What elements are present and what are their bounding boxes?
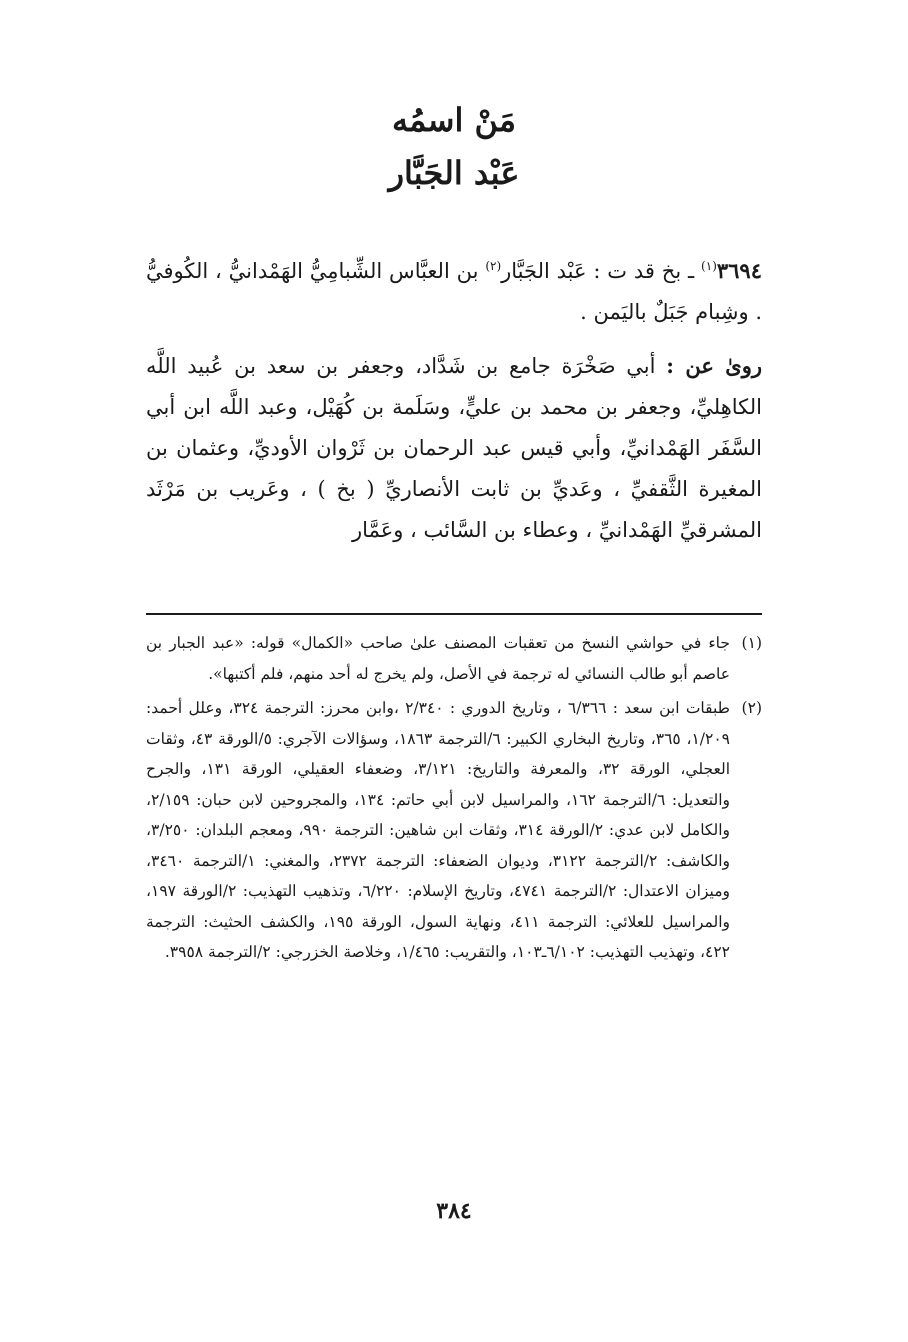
entry-symbols: ـ بخ قد ت : [593, 259, 695, 283]
footnote-text: طبقات ابن سعد : ٦/٣٦٦ ، وتاريخ الدوري : ٢/٣٤٠ ،وابن محرز: الترجمة ٣٢٤، وعلل أحمد: ١/٢٠٩، ٣٦٥، وتاريخ البخاري الكبير: ٦/الترجمة ١٨٦٣، وسؤالات الآجري: ٥/الورقة ٤٣، وثقات العجلي، الورقة ٣٢، والمعرفة والتاريخ: ٣/١٢١، وضعفاء العقيلي، الورقة ١٣١، والجرح والتعديل: ٦/الترجمة ١٦٢، والمراسيل لابن أبي حاتم: ١٣٤، والمجروحين لابن حبان: ٢/١٥٩، والكامل لابن عدي: ٢/الورقة ٣١٤، وثقات ابن شاهين: الترجمة ٩٩٠، ومعجم البلدان: ٣/٢٥٠، والكاشف: ٢/الترجمة ٣١٢٢، وديوان الضعفاء: الترجمة ٢٣٧٢، والمغني: ١/الترجمة ٣٤٦٠، وميزان الاعتدال: ٢/الترجمة ٤٧٤١، وتاريخ الإسلام: ٦/٢٢٠، وتذهيب التهذيب: ٢/الورقة ١٩٧، والمراسيل للعلائي: الترجمة ٤١١، ونهاية السول، الورقة ١٩٥، والكشف الحثيث: الترجمة ٤٢٢، وتهذيب التهذيب: ٦/١٠٢ـ١٠٣، والتقريب: ١/٤٦٥، وخلاصة الخزرجي: ٢/الترجمة ٣٩٥٨. [146, 699, 731, 961]
footnote-2 [146, 693, 762, 968]
entry-body [146, 250, 762, 563]
page-number: ٣٨٤ [436, 1198, 472, 1224]
entry-name: عَبْد الجَبَّار [501, 259, 587, 283]
footnote-number: (٢) [741, 699, 762, 717]
footnote-text: جاء في حواشي النسخ من تعقبات المصنف علىٰ صاحب «الكمال» قوله: «عبد الجبار بن عاصم أبو طالب النسائي له ترجمة في الأصل، ولم يخرج له أحد منهم، فلم أكتبها». [146, 634, 730, 683]
entry-header-paragraph [146, 250, 762, 333]
narrated-from-text: أبي صَخْرَة جامع بن شَدَّاد، وجعفر بن سعد بن عُبيد اللَّه الكاهِليِّ، وجعفر بن محمد بن عليٍّ، وسَلَمة بن كُهَيْل، وعبد اللَّه ابن أبي السَّفَر الهَمْدانيِّ، وأبي قيس عبد الرحمان بن ثَرْوان الأوديِّ، وعثمان بن المغيرة الثَّقفيِّ ، وعَديِّ بن ثابت الأنصاريِّ ( بخ ) ، وعَريب بن مَرْثَد المشرقيِّ الهَمْدانيِّ ، وعطاء بن السَّائب ، وعَمَّار [146, 354, 762, 542]
section-heading-line2: عَبْد الجَبَّار [388, 154, 520, 192]
section-heading-line1: مَنْ اسمُه [392, 101, 516, 139]
narrated-from-paragraph [146, 345, 762, 551]
entry-number: ٣٦٩٤ [716, 258, 762, 283]
entry-name-footnote-ref: (٢) [485, 259, 502, 273]
entry-number-footnote-ref: (١) [701, 259, 717, 273]
footnote-number: (١) [741, 634, 762, 652]
entry-name-rest: بن العبَّاس الشِّبامِيُّ الهَمْدانيُّ ، الكُوفيُّ . وشِبام جَبَلٌ باليَمن . [146, 259, 762, 324]
footnote-1 [146, 628, 762, 689]
footnote-separator [146, 613, 762, 615]
footnotes [146, 628, 762, 972]
narrated-from-label: روىٰ عن : [666, 353, 762, 378]
